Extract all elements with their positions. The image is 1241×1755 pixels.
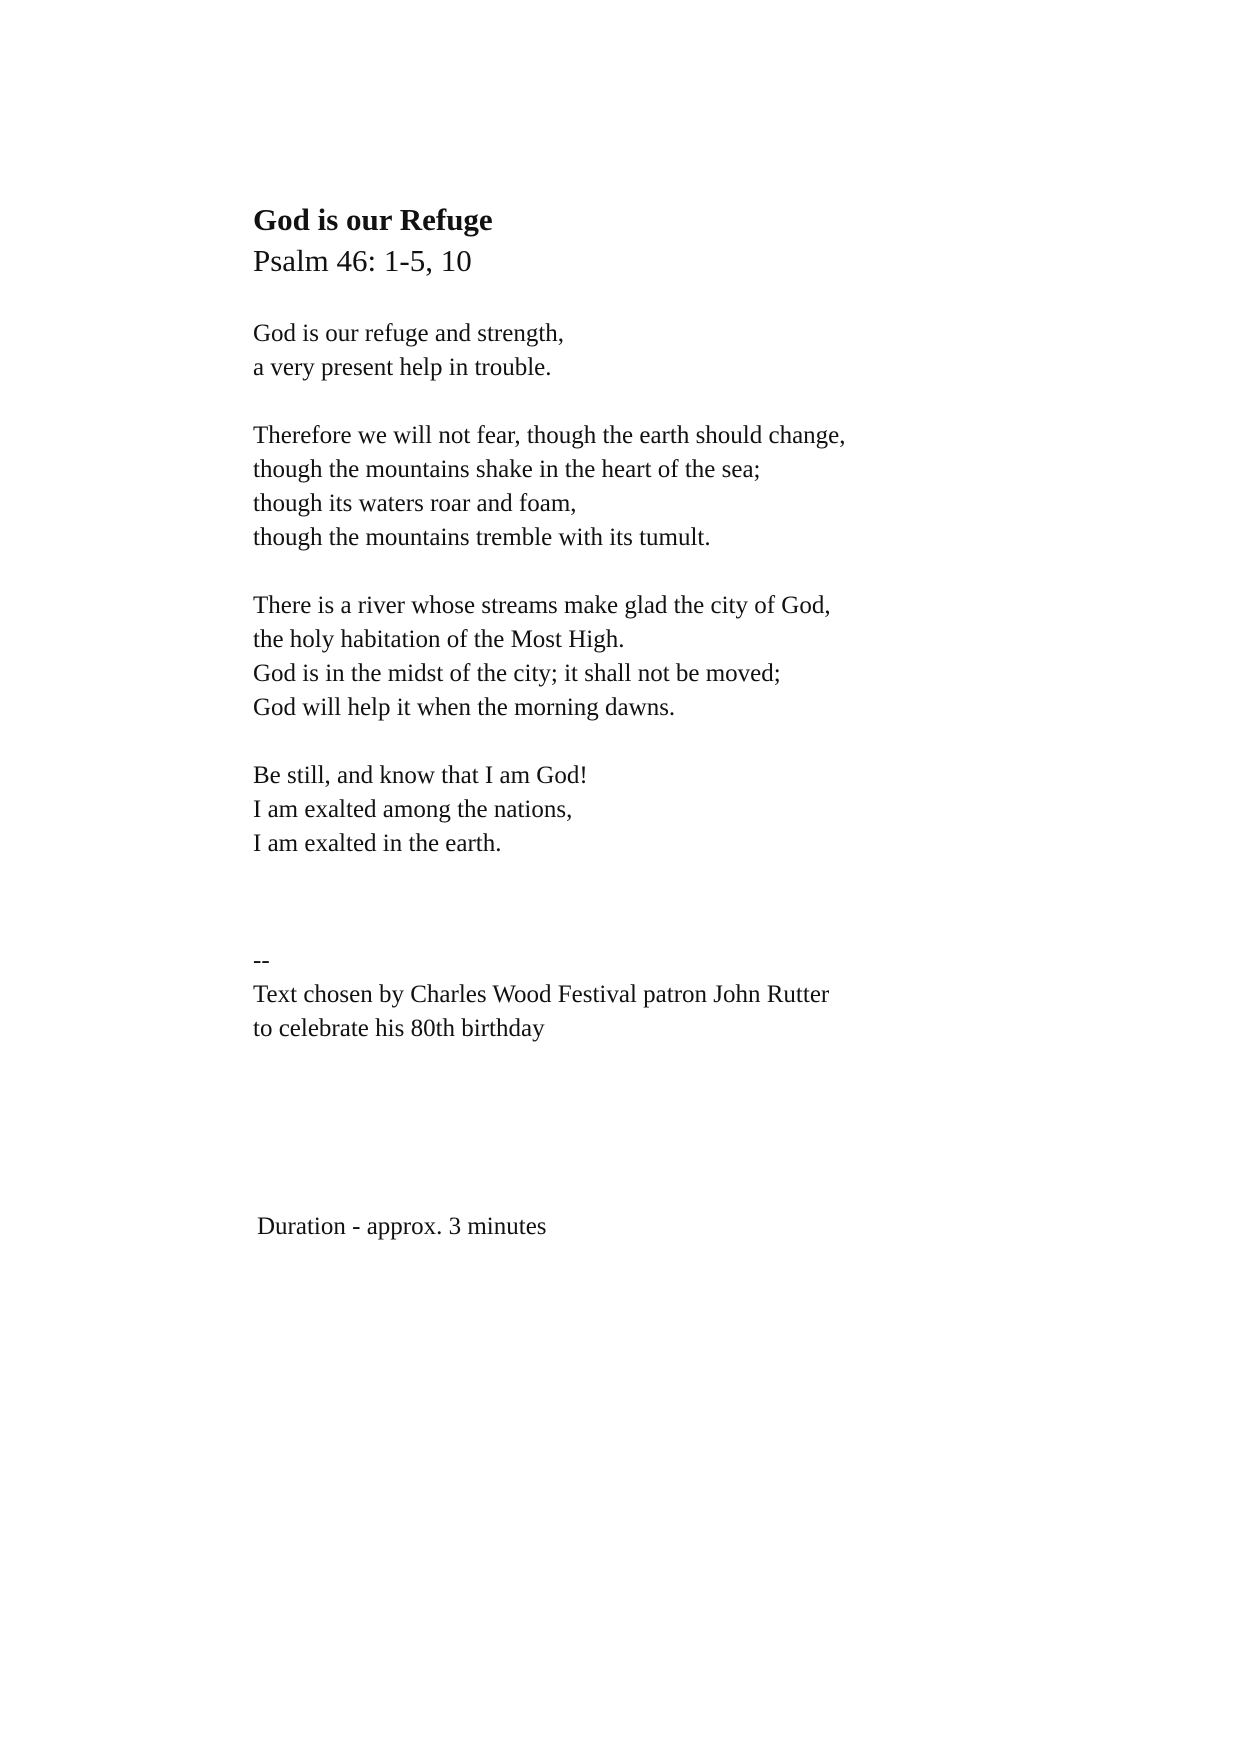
note-line: to celebrate his 80th birthday: [253, 1015, 545, 1042]
duration-text: Duration - approx. 3 minutes: [257, 1213, 547, 1240]
verse-line: a very present help in trouble.: [253, 354, 552, 381]
note-separator: --: [253, 947, 270, 974]
stanza-3: [253, 589, 831, 725]
note-line: Text chosen by Charles Wood Festival patron John Rutter: [253, 981, 830, 1008]
scripture-reference: Psalm 46: 1-5, 10: [253, 243, 472, 278]
verse-line: I am exalted among the nations,: [253, 796, 573, 823]
verse-line: I am exalted in the earth.: [253, 830, 502, 857]
verse-line: though its waters roar and foam,: [253, 490, 577, 517]
verse-line: Be still, and know that I am God!: [253, 762, 588, 789]
verse-line: There is a river whose streams make glad the city of God,: [253, 592, 831, 619]
stanza-1: [253, 317, 564, 385]
verse-line: God is in the midst of the city; it shall not be moved;: [253, 660, 781, 687]
verse-line: God will help it when the morning dawns.: [253, 694, 676, 721]
stanza-2: [253, 419, 846, 555]
verse-line: God is our refuge and strength,: [253, 320, 565, 347]
text-note: [253, 944, 829, 1046]
page-title: God is our Refuge: [253, 202, 493, 237]
verse-line: though the mountains shake in the heart of the sea;: [253, 456, 761, 483]
verse-line: Therefore we will not fear, though the earth should change,: [253, 422, 846, 449]
verse-line: though the mountains tremble with its tumult.: [253, 524, 711, 551]
stanza-4: [253, 759, 588, 861]
verse-line: the holy habitation of the Most High.: [253, 626, 625, 653]
